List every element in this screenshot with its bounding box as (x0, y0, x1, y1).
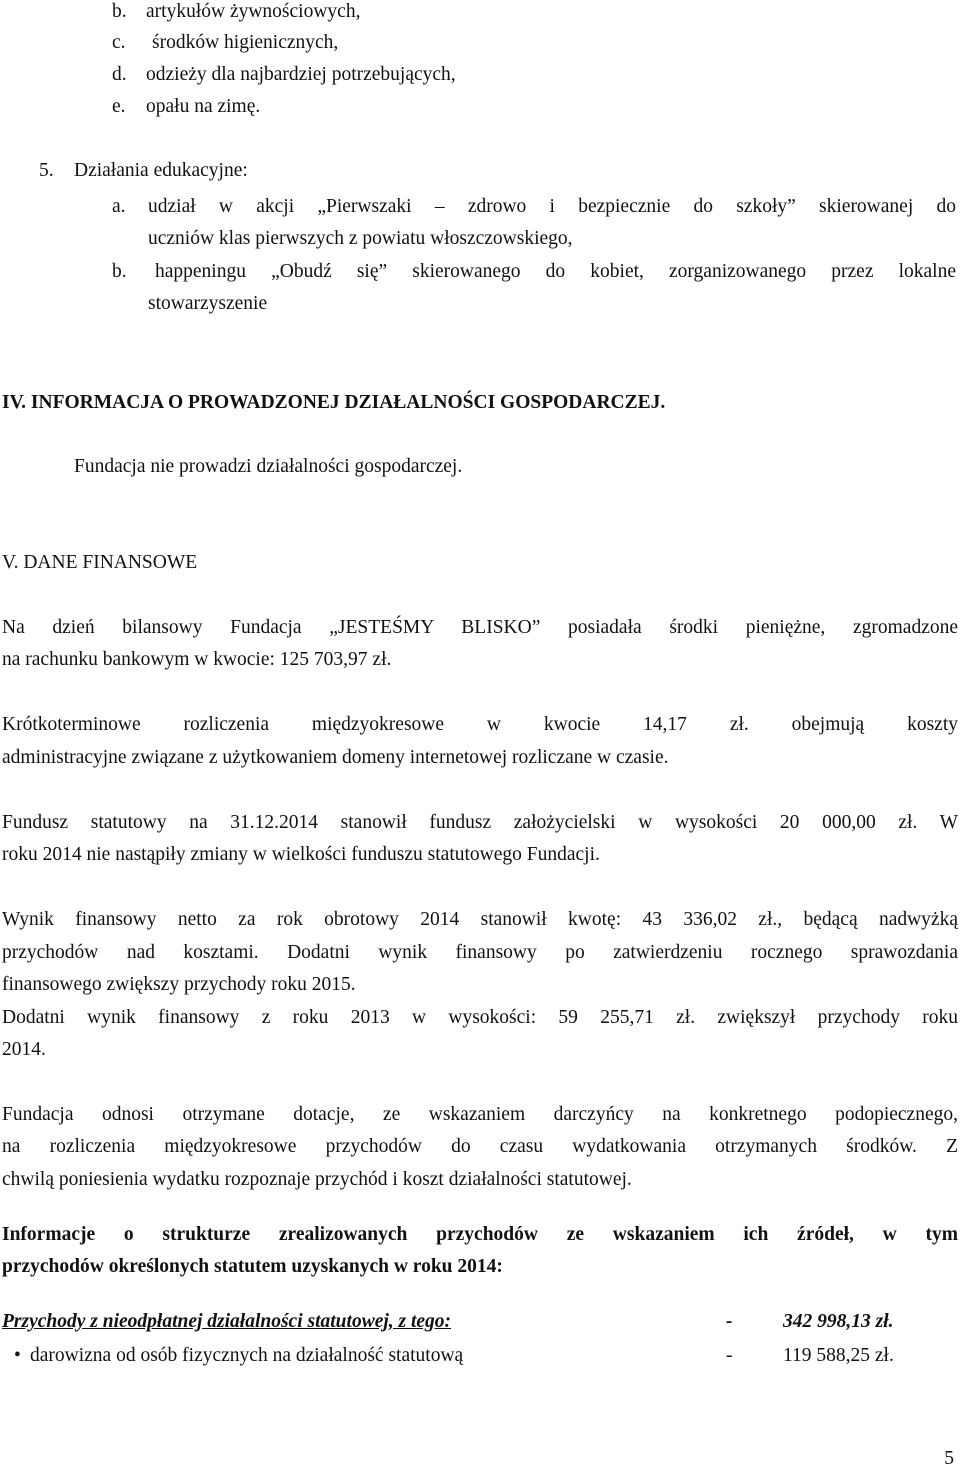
paragraph-line: Na dzień bilansowy Fundacja „JESTEŚMY BLISKO” posiadała środki pieniężne, zgromadzone (2, 617, 958, 638)
section-heading: IV. INFORMACJA O PROWADZONEJ DZIAŁALNOŚCI GOSPODARCZEJ. (2, 392, 666, 413)
paragraph-line: Wynik finansowy netto za rok obrotowy 2014 stanowił kwotę: 43 336,02 zł., będącą nadwyżką (2, 909, 958, 930)
list-item: stowarzyszenie (148, 293, 268, 314)
list-item: artykułów żywnościowych, (146, 1, 361, 22)
paragraph-line: Fundusz statutowy na 31.12.2014 stanowił fundusz założycielski w wysokości 20 000,00 zł. W (2, 812, 958, 833)
paragraph-line: na rachunku bankowym w kwocie: 125 703,97 zł. (2, 649, 392, 670)
list-item: opału na zimę. (146, 96, 261, 117)
paragraph-line: na rozliczenia międzyokresowe przychodów do czasu wydatkowania otrzymanych środków. Z (2, 1136, 958, 1157)
revenue-item-label: darowizna od osób fizycznych na działalność statutową (30, 1345, 464, 1366)
paragraph-line: roku 2014 nie nastąpiły zmiany w wielkości funduszu statutowego Fundacji. (2, 844, 600, 865)
section-heading: V. DANE FINANSOWE (2, 552, 198, 573)
paragraph-line: Fundacja odnosi otrzymane dotacje, ze wskazaniem darczyńcy na konkretnego podopiecznego, (2, 1104, 958, 1125)
paragraph-line: chwilą poniesienia wydatku rozpoznaje przychód i koszt działalności statutowej. (2, 1169, 632, 1190)
list-marker: d. (112, 64, 127, 85)
list-marker: b. (112, 261, 127, 282)
page-number: 5 (944, 1448, 954, 1469)
paragraph: Fundacja nie prowadzi działalności gospodarczej. (74, 456, 463, 477)
revenue-dash: - (726, 1311, 733, 1332)
paragraph-line: Dodatni wynik finansowy z roku 2013 w wysokości: 59 255,71 zł. zwiększył przychody roku (2, 1007, 958, 1028)
list-marker: a. (112, 196, 126, 217)
list-item: odzieży dla najbardziej potrzebujących, (146, 64, 456, 85)
revenue-label: Przychody z nieodpłatnej działalności statutowej, z tego: (2, 1311, 452, 1332)
list-item: happeningu „Obudź się” skierowanego do kobiet, zorganizowanego przez lokalne (155, 261, 956, 282)
bold-info-line: przychodów określonych statutem uzyskanych w roku 2014: (2, 1256, 503, 1277)
list-marker: b. (112, 1, 127, 22)
list-marker: 5. (39, 160, 54, 181)
list-item: uczniów klas pierwszych z powiatu włoszczowskiego, (148, 228, 573, 249)
bold-info-line: Informacje o strukturze zrealizowanych przychodów ze wskazaniem ich źródeł, w tym (2, 1224, 958, 1245)
list-marker: c. (112, 32, 126, 53)
item-heading: Działania edukacyjne: (74, 160, 248, 181)
paragraph-line: 2014. (2, 1039, 46, 1060)
revenue-amount: 342 998,13 zł. (783, 1311, 894, 1332)
bullet-icon: • (14, 1345, 21, 1366)
paragraph-line: administracyjne związane z użytkowaniem domeny internetowej rozliczane w czasie. (2, 747, 669, 768)
list-item: udział w akcji „Pierwszaki – zdrowo i bezpiecznie do szkoły” skierowanej do (148, 196, 956, 217)
revenue-item-dash: - (726, 1345, 733, 1366)
paragraph-line: przychodów nad kosztami. Dodatni wynik finansowy po zatwierdzeniu rocznego sprawozdania (2, 942, 958, 963)
revenue-item-amount: 119 588,25 zł. (783, 1345, 894, 1366)
list-marker: e. (112, 96, 126, 117)
paragraph-line: Krótkoterminowe rozliczenia międzyokresowe w kwocie 14,17 zł. obejmują koszty (2, 714, 958, 735)
list-item: środków higienicznych, (152, 32, 339, 53)
paragraph-line: finansowego zwiększy przychody roku 2015. (2, 974, 356, 995)
